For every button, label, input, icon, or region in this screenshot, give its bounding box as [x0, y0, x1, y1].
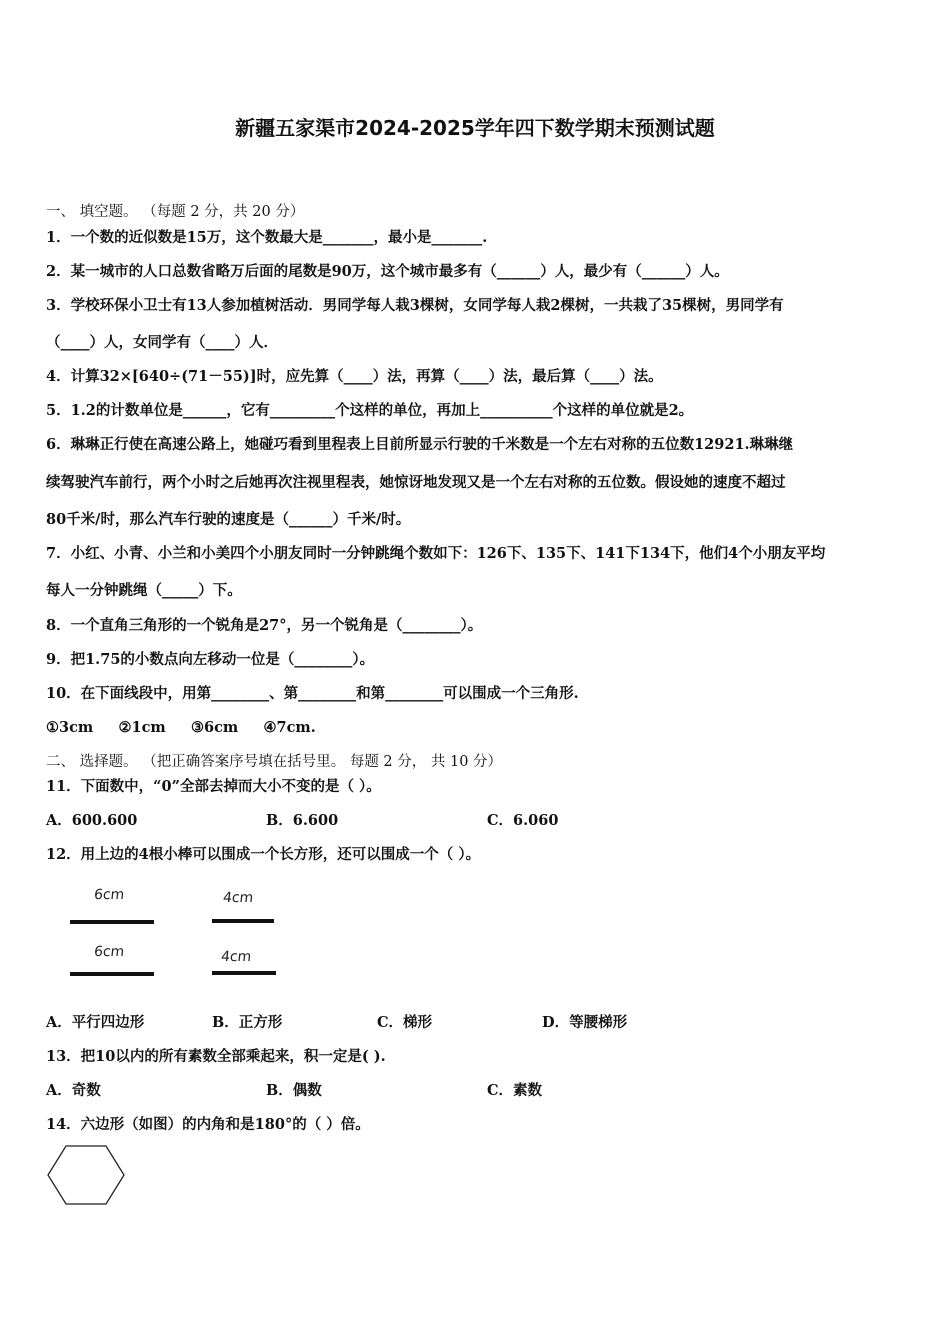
stick-2 — [70, 972, 154, 976]
hexagon-figure — [44, 1144, 128, 1206]
question-14: 14．六边形（如图）的内角和是180°的（ ）倍。 — [46, 1116, 370, 1133]
question-2: 2．某一城市的人口总数省略万后面的尾数是90万，这个城市最多有（______）人，最少有（______）人。 — [46, 263, 729, 280]
question-8: 8．一个直角三角形的一个锐角是27°，另一个锐角是（________）。 — [46, 617, 483, 634]
q12-option-c: C．梯形 — [377, 1014, 433, 1031]
question-3-line-1: 3．学校环保小卫士有13人参加植树活动．男同学每人栽3棵树，女同学每人栽2棵树，一共栽了35棵树，男同学有 — [46, 297, 784, 314]
stick-3 — [212, 919, 274, 923]
stick-label-4: 4cm — [220, 949, 253, 965]
stick-1 — [70, 920, 154, 924]
question-3-line-2: （____）人，女同学有（____）人． — [46, 334, 278, 351]
question-5: 5．1.2的计数单位是______，它有_________个这样的单位，再加上__________个这样的单位就是2。 — [46, 402, 694, 419]
q12-option-d: D．等腰梯形 — [542, 1014, 628, 1031]
question-6-line-1: 6．琳琳正行使在高速公路上，她碰巧看到里程表上目前所显示行驶的千米数是一个左右对称的五位数12921.琳琳继 — [46, 436, 794, 453]
question-13: 13．把10以内的所有素数全部乘起来，积一定是( ). — [46, 1048, 386, 1065]
question-1: 1．一个数的近似数是15万，这个数最大是_______，最小是_______. — [46, 229, 488, 246]
q11-option-a: A．600.600 — [46, 812, 138, 829]
q13-option-b: B．偶数 — [266, 1082, 322, 1099]
question-10: 10．在下面线段中，用第________、第________和第________可以围成一个三角形. — [46, 685, 579, 702]
q13-option-c: C．素数 — [487, 1082, 543, 1099]
question-4: 4．计算32×[640÷(71－55)]时，应先算（____）法，再算（____）法，最后算（____）法。 — [46, 368, 663, 385]
hexagon-shape — [48, 1146, 124, 1204]
page-title: 新疆五家渠市2024-2025学年四下数学期末预测试题 — [235, 116, 715, 140]
q11-option-b: B．6.600 — [266, 812, 339, 829]
q13-option-a: A．奇数 — [46, 1082, 101, 1099]
section-2-heading: 二、 选择题。 （把正确答案序号填在括号里。 每题 2 分， 共 10 分） — [46, 754, 503, 770]
question-7-line-2: 每人一分钟跳绳（_____）下。 — [46, 582, 242, 599]
question-9: 9．把1.75的小数点向左移动一位是（________）。 — [46, 651, 375, 668]
question-7-line-1: 7．小红、小青、小兰和小美四个小朋友同时一分钟跳绳个数如下：126下、135下、141下134下，他们4个小朋友平均 — [46, 545, 826, 562]
question-6-line-2: 续驾驶汽车前行，两个小时之后她再次注视里程表，她惊讶地发现又是一个左右对称的五位数。假设她的速度不超过 — [46, 474, 786, 491]
question-11: 11．下面数中，“0”全部去掉而大小不变的是（ ）。 — [46, 778, 381, 795]
q12-option-b: B．正方形 — [212, 1014, 283, 1031]
question-10-options: ①3cm ②1cm ③6cm ④7cm. — [46, 719, 316, 736]
q12-option-a: A．平行四边形 — [46, 1014, 145, 1031]
stick-4 — [212, 971, 276, 975]
q11-option-c: C．6.060 — [487, 812, 559, 829]
stick-label-2: 6cm — [93, 944, 126, 960]
stick-label-1: 6cm — [93, 887, 126, 903]
question-6-line-3: 80千米/时，那么汽车行驶的速度是（______）千米/时。 — [46, 511, 411, 528]
stick-label-3: 4cm — [222, 890, 255, 906]
section-1-heading: 一、 填空题。 （每题 2 分，共 20 分） — [46, 204, 305, 220]
question-12: 12．用上边的4根小棒可以围成一个长方形，还可以围成一个（ ）。 — [46, 846, 481, 863]
